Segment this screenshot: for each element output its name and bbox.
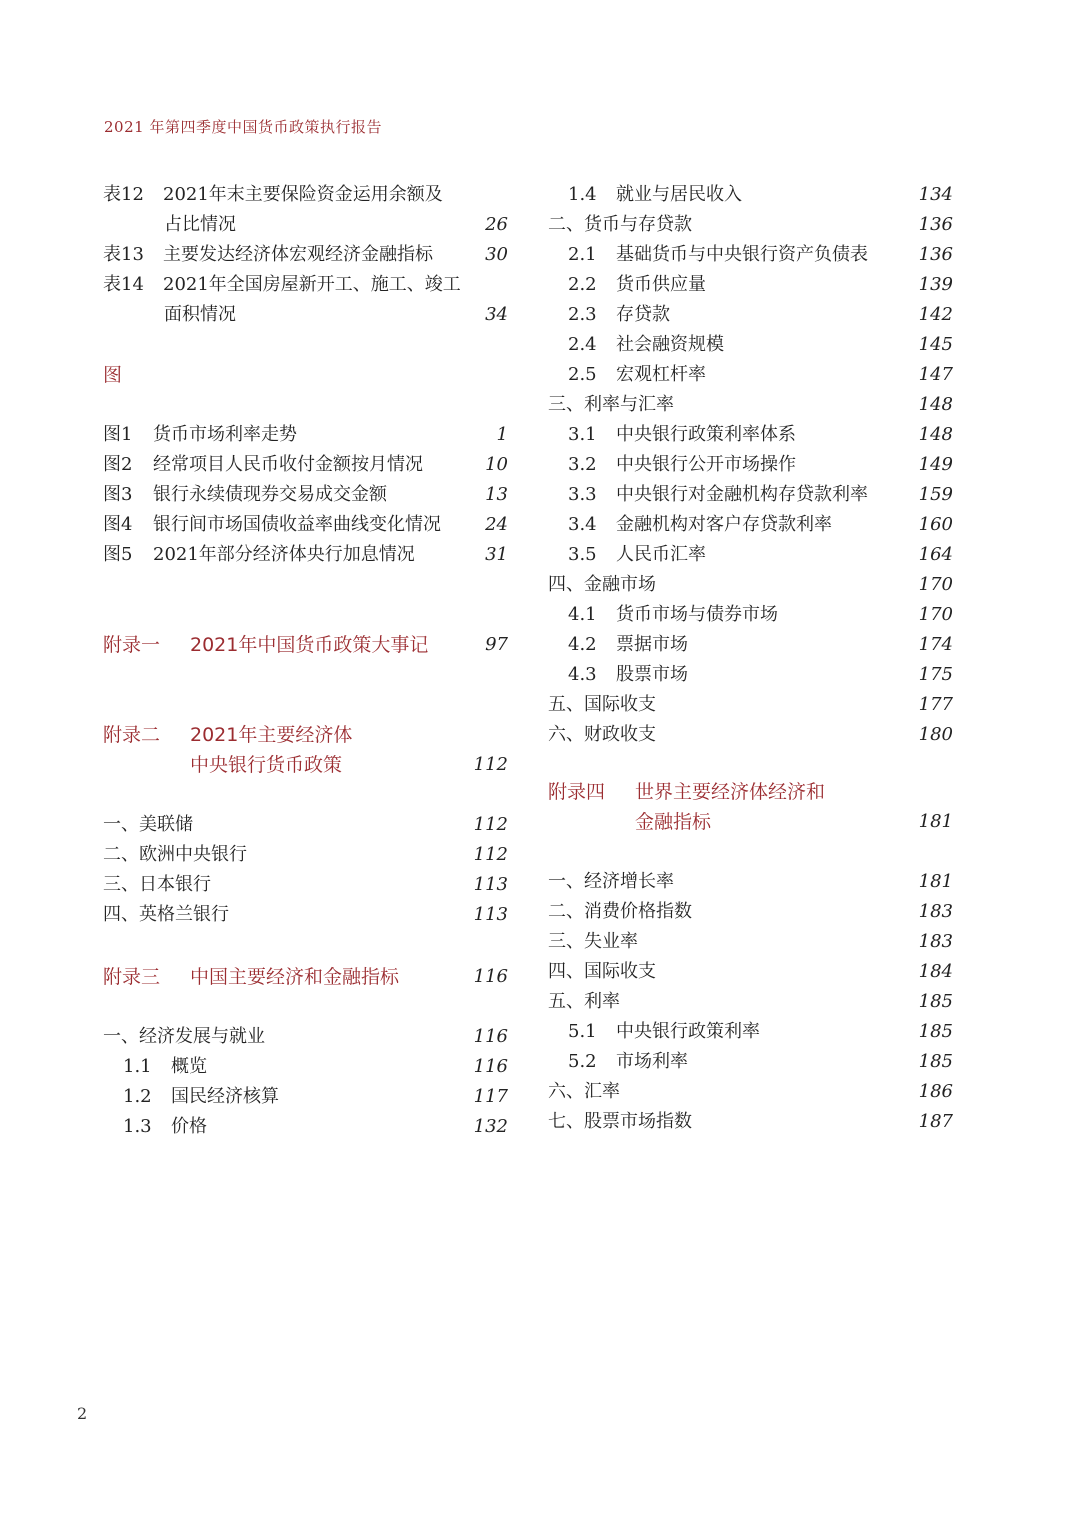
entry-label: 货币市场与债券市场 (616, 604, 778, 625)
entry-number: 5.1 (568, 1021, 597, 1042)
entry-page: 185 (918, 991, 953, 1012)
toc-entry[interactable] (548, 630, 953, 660)
toc-entry-figure[interactable] (103, 450, 508, 480)
entry-page: 112 (473, 844, 508, 865)
toc-entry[interactable] (103, 1052, 508, 1082)
entry-page: 136 (918, 214, 953, 235)
entry-label: 四、金融市场 (548, 574, 656, 595)
toc-entry-figure[interactable] (103, 540, 508, 570)
entry-page: 181 (918, 811, 953, 832)
appendix4-heading[interactable] (548, 777, 953, 807)
toc-entry[interactable] (103, 1112, 508, 1142)
entry-label: 股票市场 (616, 664, 688, 685)
appendix-key: 附录三 (103, 966, 161, 988)
entry-page: 175 (918, 664, 953, 685)
toc-entry[interactable] (548, 540, 953, 570)
entry-page: 186 (918, 1081, 953, 1102)
entry-number: 4.1 (568, 604, 597, 625)
toc-entry[interactable] (548, 180, 953, 210)
entry-page: 31 (485, 544, 508, 565)
entry-number: 2.1 (568, 244, 597, 265)
entry-label: 中央银行对金融机构存贷款利率 (616, 484, 868, 505)
entry-number: 1.1 (123, 1056, 152, 1077)
toc-entry[interactable] (548, 660, 953, 690)
appendix2-heading[interactable] (103, 720, 508, 750)
entry-page: 185 (918, 1021, 953, 1042)
entry-number: 图1 (103, 424, 133, 445)
entry-number: 4.3 (568, 664, 597, 685)
toc-entry-table14[interactable] (103, 270, 508, 300)
entry-label: 2021年末主要保险资金运用余额及 (163, 184, 443, 205)
toc-entry[interactable] (548, 720, 953, 750)
entry-number: 图2 (103, 454, 133, 475)
entry-page: 147 (918, 364, 953, 385)
entry-page: 177 (918, 694, 953, 715)
entry-label: 经常项目人民币收付金额按月情况 (153, 454, 423, 475)
appendix1-heading[interactable] (103, 630, 508, 660)
entry-label: 六、汇率 (548, 1081, 620, 1102)
entry-page: 112 (473, 814, 508, 835)
entry-label: 三、利率与汇率 (548, 394, 674, 415)
entry-page: 113 (473, 904, 508, 925)
entry-label: 四、国际收支 (548, 961, 656, 982)
entry-page: 134 (918, 184, 953, 205)
appendix-title: 中国主要经济和金融指标 (190, 966, 400, 988)
toc-left-column (103, 180, 508, 1142)
toc-entry[interactable] (548, 690, 953, 720)
toc-entry[interactable] (548, 600, 953, 630)
entry-page: 159 (918, 484, 953, 505)
toc-entry-table13[interactable] (103, 240, 508, 270)
entry-page: 164 (918, 544, 953, 565)
entry-label: 二、欧洲中央银行 (103, 844, 247, 865)
entry-label: 市场利率 (616, 1051, 688, 1072)
entry-page: 117 (473, 1086, 508, 1107)
entry-label: 银行间市场国债收益率曲线变化情况 (153, 514, 441, 535)
entry-page: 116 (473, 1026, 508, 1047)
entry-page: 170 (918, 574, 953, 595)
appendix-title: 世界主要经济体经济和 (635, 781, 826, 803)
entry-label: 货币供应量 (616, 274, 706, 295)
entry-number: 表12 (103, 184, 144, 205)
entry-page: 132 (473, 1116, 508, 1137)
toc-entry[interactable] (548, 510, 953, 540)
entry-number: 3.3 (568, 484, 597, 505)
entry-label: 占比情况 (164, 214, 236, 235)
entry-label: 中央银行公开市场操作 (616, 454, 796, 475)
entry-number: 2.4 (568, 334, 597, 355)
toc-entry[interactable] (103, 1022, 508, 1052)
toc-entry[interactable] (103, 870, 508, 900)
entry-label: 一、经济发展与就业 (103, 1026, 265, 1047)
entry-label: 七、股票市场指数 (548, 1111, 692, 1132)
entry-number: 图5 (103, 544, 133, 565)
entry-page: 149 (918, 454, 953, 475)
entry-page: 139 (918, 274, 953, 295)
toc-right-column (548, 180, 953, 1137)
entry-label: 价格 (171, 1116, 207, 1137)
toc-entry[interactable] (548, 330, 953, 360)
toc-entry[interactable] (548, 390, 953, 420)
entry-number: 2.5 (568, 364, 597, 385)
entry-label: 主要发达经济体宏观经济金融指标 (163, 244, 433, 265)
entry-label: 社会融资规模 (616, 334, 724, 355)
entry-page: 30 (485, 244, 508, 265)
toc-entry[interactable] (548, 480, 953, 510)
entry-label: 概览 (171, 1056, 207, 1077)
entry-label: 一、美联储 (103, 814, 193, 835)
toc-entry-table14-cont[interactable] (103, 300, 508, 330)
entry-page: 183 (918, 901, 953, 922)
entry-label: 基础货币与中央银行资产负债表 (616, 244, 868, 265)
toc-entry[interactable] (548, 450, 953, 480)
appendix2-heading-cont[interactable] (103, 750, 508, 780)
figures-heading: 图 (103, 364, 123, 386)
report-header: 2021 年第四季度中国货币政策执行报告 (104, 118, 382, 136)
toc-entry[interactable] (548, 897, 953, 927)
entry-page: 26 (485, 214, 508, 235)
appendix4-heading-cont[interactable] (548, 807, 953, 837)
appendix-title: 2021年中国货币政策大事记 (190, 634, 429, 656)
entry-number: 3.1 (568, 424, 597, 445)
entry-number: 1.4 (568, 184, 597, 205)
page-number: 2 (77, 1404, 88, 1423)
toc-entry[interactable] (548, 210, 953, 240)
entry-number: 表14 (103, 274, 144, 295)
entry-page: 148 (918, 424, 953, 445)
toc-entry-figure[interactable] (103, 480, 508, 510)
entry-label: 面积情况 (164, 304, 236, 325)
entry-label: 就业与居民收入 (616, 184, 742, 205)
toc-entry[interactable] (548, 360, 953, 390)
toc-entry[interactable] (548, 867, 953, 897)
toc-entry[interactable] (548, 300, 953, 330)
entry-label: 2021年部分经济体央行加息情况 (153, 544, 415, 565)
toc-entry[interactable] (548, 987, 953, 1017)
entry-label: 2021年全国房屋新开工、施工、竣工 (163, 274, 461, 295)
entry-page: 113 (473, 874, 508, 895)
entry-page: 185 (918, 1051, 953, 1072)
toc-entry[interactable] (103, 840, 508, 870)
entry-label: 二、货币与存贷款 (548, 214, 692, 235)
appendix-key: 附录四 (548, 781, 606, 803)
entry-label: 银行永续债现券交易成交金额 (153, 484, 387, 505)
entry-page: 180 (918, 724, 953, 745)
entry-label: 宏观杠杆率 (616, 364, 706, 385)
entry-number: 图3 (103, 484, 133, 505)
entry-label: 三、失业率 (548, 931, 638, 952)
entry-number: 3.2 (568, 454, 597, 475)
toc-entry[interactable] (103, 810, 508, 840)
entry-number: 1.3 (123, 1116, 152, 1137)
entry-label: 货币市场利率走势 (153, 424, 297, 445)
entry-number: 5.2 (568, 1051, 597, 1072)
appendix-title: 金融指标 (635, 811, 712, 833)
entry-label: 存贷款 (616, 304, 670, 325)
entry-page: 116 (473, 966, 508, 987)
entry-page: 1 (496, 424, 508, 445)
entry-label: 票据市场 (616, 634, 688, 655)
entry-label: 中央银行政策利率体系 (616, 424, 796, 445)
entry-page: 187 (918, 1111, 953, 1132)
toc-entry[interactable] (548, 1017, 953, 1047)
entry-page: 184 (918, 961, 953, 982)
entry-label: 六、财政收支 (548, 724, 656, 745)
entry-number: 3.5 (568, 544, 597, 565)
entry-page: 116 (473, 1056, 508, 1077)
entry-page: 10 (485, 454, 508, 475)
entry-label: 一、经济增长率 (548, 871, 674, 892)
entry-page: 142 (918, 304, 953, 325)
entry-number: 2.3 (568, 304, 597, 325)
entry-label: 四、英格兰银行 (103, 904, 229, 925)
entry-page: 24 (485, 514, 508, 535)
entry-page: 183 (918, 931, 953, 952)
entry-page: 148 (918, 394, 953, 415)
entry-label: 金融机构对客户存贷款利率 (616, 514, 832, 535)
entry-label: 人民币汇率 (616, 544, 706, 565)
entry-label: 三、日本银行 (103, 874, 211, 895)
entry-page: 13 (485, 484, 508, 505)
entry-number: 1.2 (123, 1086, 152, 1107)
toc-entry-table12[interactable] (103, 180, 508, 210)
appendix-title: 2021年主要经济体 (190, 724, 353, 746)
entry-number: 3.4 (568, 514, 597, 535)
entry-label: 五、国际收支 (548, 694, 656, 715)
entry-page: 34 (485, 304, 508, 325)
entry-number: 4.2 (568, 634, 597, 655)
entry-page: 174 (918, 634, 953, 655)
entry-number: 图4 (103, 514, 133, 535)
toc-entry[interactable] (103, 1082, 508, 1112)
entry-number: 2.2 (568, 274, 597, 295)
toc-entry[interactable] (548, 1077, 953, 1107)
appendix-key: 附录二 (103, 724, 161, 746)
toc-entry[interactable] (548, 420, 953, 450)
entry-label: 中央银行政策利率 (616, 1021, 760, 1042)
entry-page: 97 (485, 634, 508, 655)
entry-label: 国民经济核算 (171, 1086, 279, 1107)
toc-entry[interactable] (548, 927, 953, 957)
entry-page: 112 (473, 754, 508, 775)
toc-entry[interactable] (548, 240, 953, 270)
toc-entry[interactable] (103, 900, 508, 930)
toc-entry-table12-cont[interactable] (103, 210, 508, 240)
toc-entry-figure[interactable] (103, 510, 508, 540)
toc-entry[interactable] (548, 1047, 953, 1077)
entry-page: 136 (918, 244, 953, 265)
toc-entry[interactable] (548, 1107, 953, 1137)
entry-page: 181 (918, 871, 953, 892)
entry-page: 170 (918, 604, 953, 625)
appendix3-heading[interactable] (103, 962, 508, 992)
entry-label: 五、利率 (548, 991, 620, 1012)
toc-entry[interactable] (548, 957, 953, 987)
toc-entry-figure[interactable] (103, 420, 508, 450)
entry-page: 145 (918, 334, 953, 355)
appendix-title: 中央银行货币政策 (190, 754, 343, 776)
appendix-key: 附录一 (103, 634, 161, 656)
toc-entry[interactable] (548, 570, 953, 600)
entry-page: 160 (918, 514, 953, 535)
entry-number: 表13 (103, 244, 144, 265)
entry-label: 二、消费价格指数 (548, 901, 692, 922)
toc-entry[interactable] (548, 270, 953, 300)
